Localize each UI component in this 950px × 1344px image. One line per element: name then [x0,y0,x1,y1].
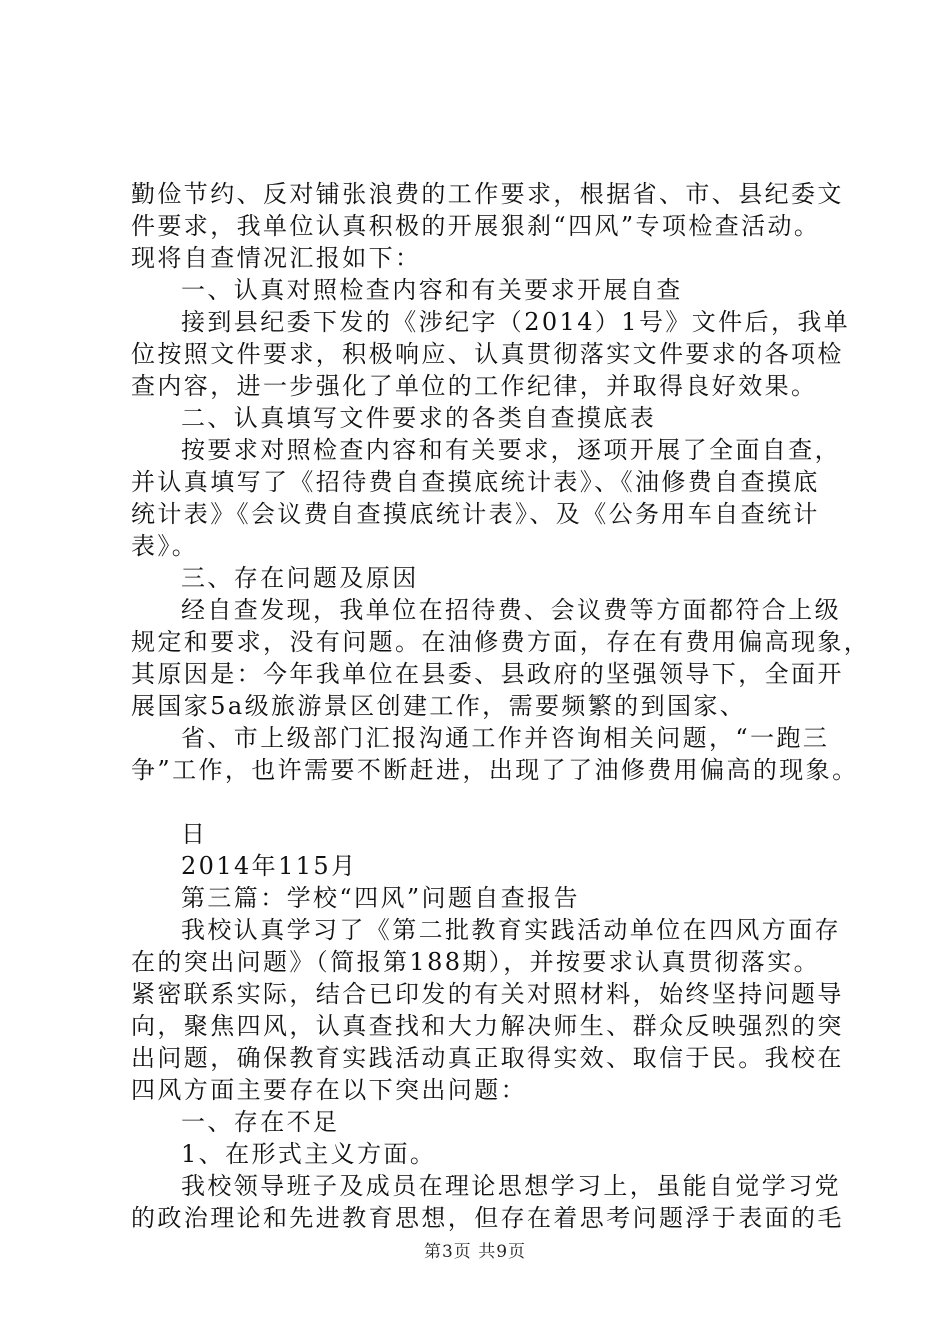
text-line: 省、市上级部门汇报沟通工作并咨询相关问题，“一跑三 [181,724,830,752]
text-line: 紧密联系实际，结合已印发的有关对照材料，始终坚持问题导 [131,980,844,1008]
text-line: 四风方面主要存在以下突出问题： [131,1076,527,1104]
text-line: 三、存在问题及原因 [181,564,419,592]
text-line: 我校领导班子及成员在理论思想学习上，虽能自觉学习党 [181,1172,841,1200]
text-line: 查内容，进一步强化了单位的工作纪律，并取得良好效果。 [131,372,818,400]
text-line: 向，聚焦四风，认真查找和大力解决师生、群众反映强烈的突 [131,1012,844,1040]
text-line: 的政治理论和先进教育思想，但存在着思考问题浮于表面的毛 [131,1204,844,1232]
text-line: 现将自查情况汇报如下： [131,244,422,272]
text-line: 规定和要求，没有问题。在油修费方面，存在有费用偏高现象， [131,628,871,656]
text-line: 件要求，我单位认真积极的开展狠刹“四风”专项检查活动。 [131,212,821,240]
text-line: 并认真填写了《招待费自查摸底统计表》、《油修费自查摸底 [131,468,820,496]
text-line: 表》。 [131,532,199,560]
text-line: 我校认真学习了《第二批教育实践活动单位在四风方面存 [181,916,841,944]
text-line: 2014年115月 [181,852,358,880]
text-line: 按要求对照检查内容和有关要求，逐项开展了全面自查， [181,436,841,464]
text-line: 接到县纪委下发的《涉纪字（2014）1号》文件后，我单 [181,308,851,336]
text-line: 日 [181,820,208,848]
text-line: 位按照文件要求，积极响应、认真贯彻落实文件要求的各项检 [131,340,844,368]
text-line: 经自查发现，我单位在招待费、会议费等方面都符合上级 [181,596,841,624]
text-line: 展国家5a级旅游景区创建工作，需要频繁的到国家、 [131,692,747,720]
blank-line [131,786,831,818]
text-line: 其原因是：今年我单位在县委、县政府的坚强领导下，全面开 [131,660,844,688]
text-line: 在的突出问题》（简报第188期），并按要求认真贯彻落实。 [131,948,821,976]
text-line: 争”工作，也许需要不断赶进，出现了了油修费用偏高的现象。 [131,756,859,784]
text-line: 一、存在不足 [181,1108,340,1136]
text-line: 统计表》《会议费自查摸底统计表》、及《公务用车自查统计 [131,500,820,528]
text-line: 勤俭节约、反对铺张浪费的工作要求，根据省、市、县纪委文 [131,180,844,208]
text-line: 1、在形式主义方面。 [181,1140,437,1168]
text-line: 第三篇：学校“四风”问题自查报告 [181,884,580,912]
text-line: 一、认真对照检查内容和有关要求开展自查 [181,276,683,304]
page-footer: 第3页 共9页 [423,1242,527,1262]
text-line: 出问题，确保教育实践活动真正取得实效、取信于民。我校在 [131,1044,844,1072]
text-line: 二、认真填写文件要求的各类自查摸底表 [181,404,657,432]
document-body [131,178,871,1234]
